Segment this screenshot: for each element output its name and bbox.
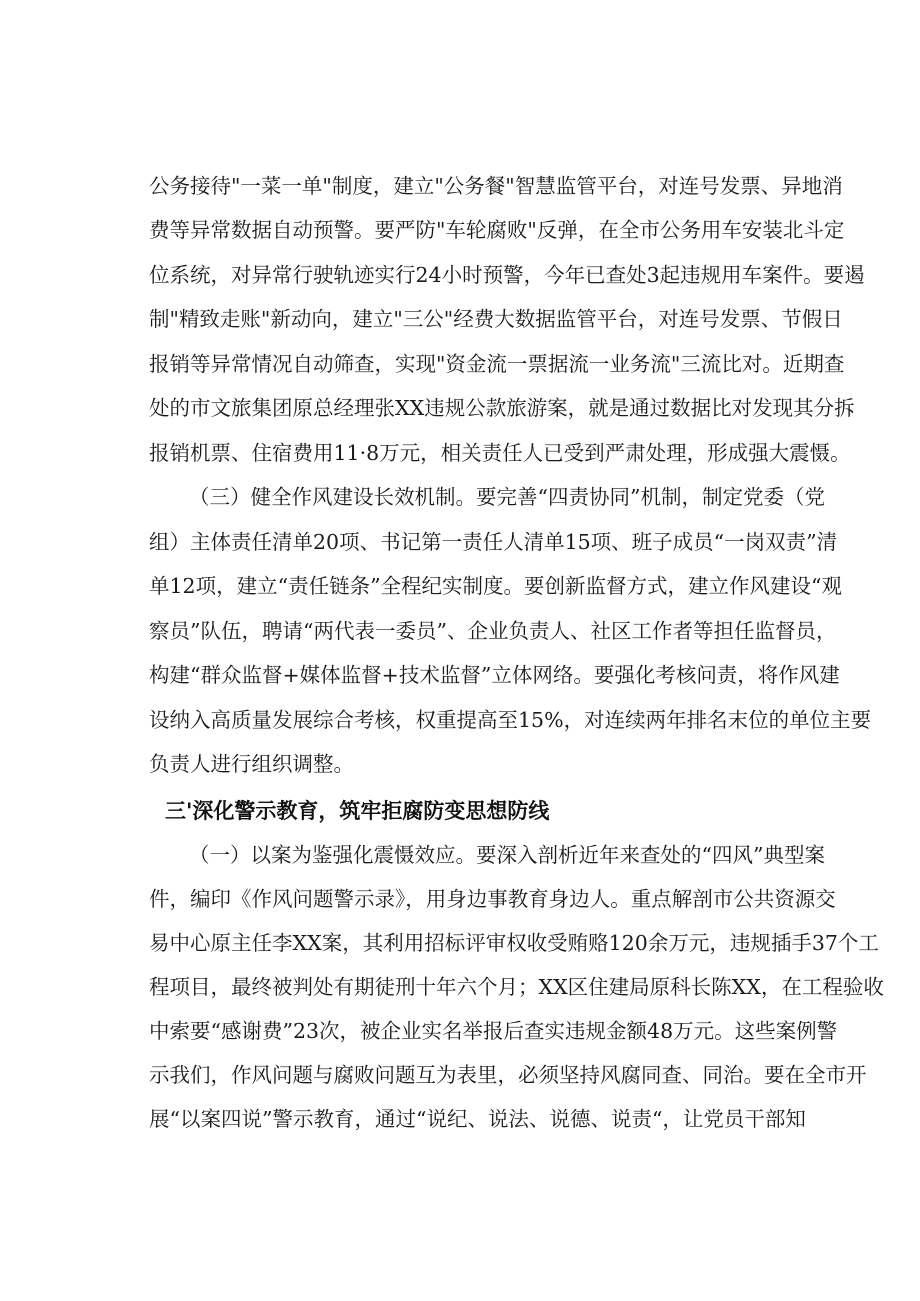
paragraph-line: 察员”队伍，聘请“两代表一委员”、企业负责人、社区工作者等担任监督员， bbox=[149, 619, 837, 643]
paragraph-line: 费等异常数据自动预警。要严防"车轮腐败"反弹，在全市公务用车安装北斗定 bbox=[149, 218, 845, 242]
paragraph-line: （三）健全作风建设长效机制。要完善“四责协同”机制，制定党委（党 bbox=[189, 485, 825, 509]
paragraph-line: 负责人进行组织调整。 bbox=[149, 752, 354, 776]
paragraph-line: 设纳入高质量发展综合考核，权重提高至15%，对连续两年排名末位的单位主要 bbox=[149, 708, 872, 732]
paragraph-line: 程项目，最终被判处有期徒刑十年六个月；XX区住建局原科长陈XX，在工程验收 bbox=[149, 975, 884, 999]
paragraph-line: 示我们，作风问题与腐败问题互为表里，必须坚持风腐同查、同治。要在全市开 bbox=[149, 1063, 867, 1087]
paragraph-line: 处的市文旅集团原总经理张XX违规公款旅游案，就是通过数据比对发现其分拆 bbox=[149, 396, 855, 420]
paragraph-line: 展“以案四说”警示教育，通过“说纪、说法、说德、说责“，让党员干部知 bbox=[149, 1107, 806, 1131]
paragraph-line: （一）以案为鉴强化震慑效应。要深入剖析近年来查处的“四风”典型案 bbox=[189, 843, 825, 867]
paragraph-line: 位系统，对异常行驶轨迹实行24小时预警，今年已查处3起违规用车案件。要遏 bbox=[149, 263, 865, 287]
paragraph-line: 公务接待"一菜一单"制度，建立"公务餐"智慧监管平台，对连号发票、异地消 bbox=[149, 174, 843, 198]
paragraph-line: 单12项，建立“责任链条”全程纪实制度。要创新监督方式，建立作风建设“观 bbox=[149, 574, 843, 598]
paragraph-line: 构建“群众监督+媒体监督+技术监督”立体网络。要强化考核问责，将作风建 bbox=[149, 663, 840, 687]
section-heading: 三'深化警示教育，筑牢拒腐防变思想防线 bbox=[165, 799, 550, 823]
paragraph-line: 报销等异常情况自动筛查，实现"资金流一票据流一业务流"三流比对。近期查 bbox=[149, 352, 845, 376]
paragraph-line: 件，编印《作风问题警示录》，用身边事教育身边人。重点解剖市公共资源交 bbox=[149, 887, 836, 911]
paragraph-line: 报销机票、住宿费用11·8万元，相关责任人已受到严肃处理，形成强大震慑。 bbox=[149, 441, 851, 465]
paragraph-line: 组）主体责任清单20项、书记第一责任人清单15项、班子成员“一岗双责”清 bbox=[149, 530, 838, 554]
paragraph-line: 制"精致走账"新动向，建立"三公"经费大数据监管平台，对连号发票、节假日 bbox=[149, 307, 843, 331]
paragraph-line: 中索要“感谢费”23次，被企业实名举报后查实违规金额48万元。这些案例警 bbox=[149, 1019, 838, 1043]
paragraph-line: 易中心原主任李XX案，其利用招标评审权收受贿赂120余万元，违规插手37个工 bbox=[149, 931, 879, 955]
